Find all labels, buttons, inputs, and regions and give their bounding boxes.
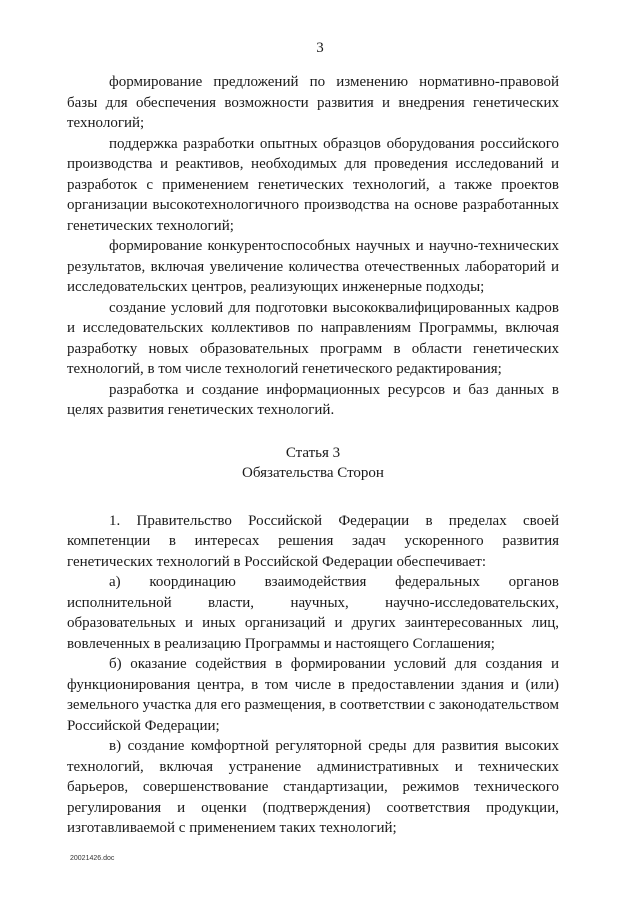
list-item: создание условий для подготовки высококвалифицированных кадров и исследовательских коллективов по направлениям Программы, включая разработку новых образовательных программ в области генетических технологий, в том числе технологий генетического редактирования; (67, 299, 559, 377)
subitem-b: б) оказание содействия в формировании условий для создания и функционирования центра, в том числе в предоставлении здания и (или) земельного участка для его размещения, в соответствии с законодательством Российской Федерации; (67, 656, 559, 734)
list-item: поддержка разработки опытных образцов оборудования российского производства и реактивов, необходимых для проведения исследований и разработок с применением генетических технологий, а также проектов организации высокотехнологичного производства на основе разработанных генетических технологий; (67, 135, 559, 234)
article-title: Обязательства Сторон (242, 464, 384, 481)
subitem-c: в) создание комфортной регуляторной среды для развития высоких технологий, включая устранение административных и технических барьеров, совершенствование стандартизации, режимов технического регулирования и оценки (подтверждения) соответствия продукции, изготавливаемой с применением таких технологий; (67, 738, 559, 836)
page-number: 3 (316, 40, 324, 56)
article-heading (67, 443, 559, 483)
subitem-a: а) координацию взаимодействия федеральных органов исполнительной власти, научных, научно-исследовательских, образовательных и иных организаций и других заинтересованных лиц, вовлеченных в реализацию Программы и настоящего Соглашения; (67, 574, 559, 652)
article-number: Статья 3 (285, 444, 341, 461)
document-body (67, 72, 559, 839)
list-item: разработка и создание информационных ресурсов и баз данных в целях развития генетических технологий. (67, 381, 559, 418)
clause-1: 1. Правительство Российской Федерации в пределах своей компетенции в интересах решения задач ускоренного развития генетических технологий в Российской Федерации обеспечивает: (67, 512, 559, 570)
list-item: формирование конкурентоспособных научных и научно-технических результатов, включая увеличение количества отечественных лабораторий и исследовательских центров, реализующих инженерные подходы; (67, 238, 559, 295)
list-item: формирование предложений по изменению нормативно-правовой базы для обеспечения возможности развития и внедрения генетических технологий; (67, 74, 559, 131)
footer-file-code: 20021426.doc (70, 855, 115, 862)
